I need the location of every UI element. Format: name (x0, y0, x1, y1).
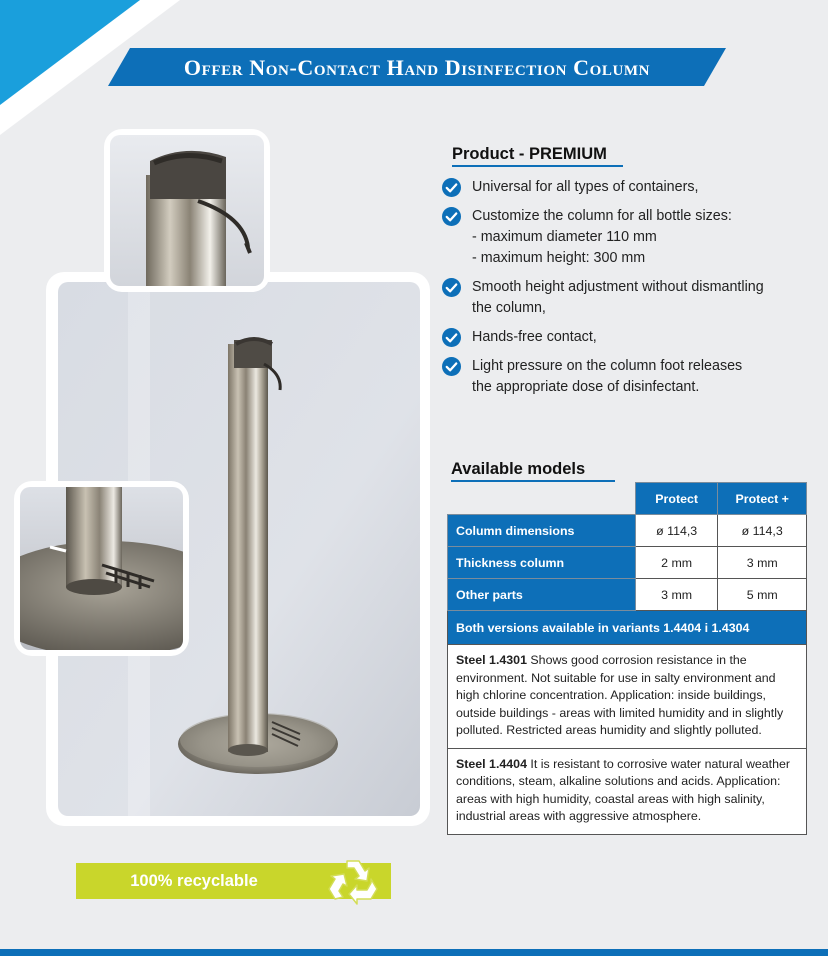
models-table (447, 482, 807, 835)
steel-name: Steel 1.4404 (456, 756, 527, 771)
column-header-protect-plus: Protect + (718, 483, 807, 515)
product-title-underline (452, 165, 623, 167)
feature-text: Light pressure on the column foot releases (472, 358, 743, 374)
variants-note: Both versions available in variants 1.4404 i 1.4304 (448, 611, 807, 645)
check-circle-icon (442, 278, 461, 297)
feature-text: Customize the column for all bottle sizes: (472, 208, 732, 224)
recycle-icon (327, 855, 379, 907)
dispenser-head-image (110, 135, 264, 286)
header-spacer (448, 483, 636, 515)
feature-item (442, 277, 822, 319)
row-label: Thickness column (448, 547, 636, 579)
feature-item (442, 356, 822, 398)
feature-text: the appropriate dose of disinfectant. (472, 379, 700, 395)
feature-text: Hands-free contact, (472, 329, 597, 345)
table-row (448, 547, 807, 579)
feature-item (442, 327, 822, 348)
check-circle-icon (442, 178, 461, 197)
table-cell: 3 mm (635, 579, 718, 611)
check-circle-icon (442, 357, 461, 376)
page-title: Offer Non-Contact Hand Disinfection Column (183, 55, 651, 80)
feature-text: - maximum height: 300 mm (472, 250, 646, 266)
steel-name: Steel 1.4301 (456, 653, 527, 667)
table-cell: ø 114,3 (635, 515, 718, 547)
feature-item (442, 206, 822, 269)
steel-note-row (448, 645, 807, 749)
feature-list (442, 177, 822, 406)
foot-detail-frame (14, 481, 189, 656)
table-header-row (448, 483, 807, 515)
product-title: Product - PREMIUM (452, 145, 607, 163)
steel-description: It is resistant to corrosive water natural weather conditions, steam, alkaline solutions and acids. Application: areas with high humidity, coastal areas with high salinity, industrial areas with aggressive atmosphere. (456, 756, 791, 823)
check-circle-icon (442, 328, 461, 347)
table-cell: 3 mm (718, 547, 807, 579)
steel-note (448, 645, 807, 749)
feature-item (442, 177, 822, 198)
feature-text: Smooth height adjustment without dismantling (472, 279, 764, 295)
column-header-protect: Protect (635, 483, 718, 515)
row-label: Column dimensions (448, 515, 636, 547)
recyclable-label: 100% recyclable (130, 872, 258, 890)
steel-note-row (448, 748, 807, 834)
table-cell: 5 mm (718, 579, 807, 611)
table-cell: 2 mm (635, 547, 718, 579)
models-title: Available models (451, 460, 586, 478)
table-row (448, 579, 807, 611)
top-detail-frame (104, 129, 270, 292)
table-row (448, 515, 807, 547)
feature-text: - maximum diameter 110 mm (472, 229, 657, 245)
variants-row (448, 611, 807, 645)
bottom-bar (0, 949, 828, 956)
table-cell: ø 114,3 (718, 515, 807, 547)
steel-description: Shows good corrosion resistance in the environment. Not suitable for use in salty environment and high chlorine concentration. Application: inside buildings, outside buildings - areas with limited humidity and in slightly polluted. Restricted areas humidity and slightly polluted. (456, 653, 784, 737)
foot-pedal-image (20, 487, 183, 650)
feature-text: the column, (472, 300, 546, 316)
check-circle-icon (442, 207, 461, 226)
row-label: Other parts (448, 579, 636, 611)
feature-text: Universal for all types of containers, (472, 179, 699, 195)
steel-note (448, 748, 807, 834)
